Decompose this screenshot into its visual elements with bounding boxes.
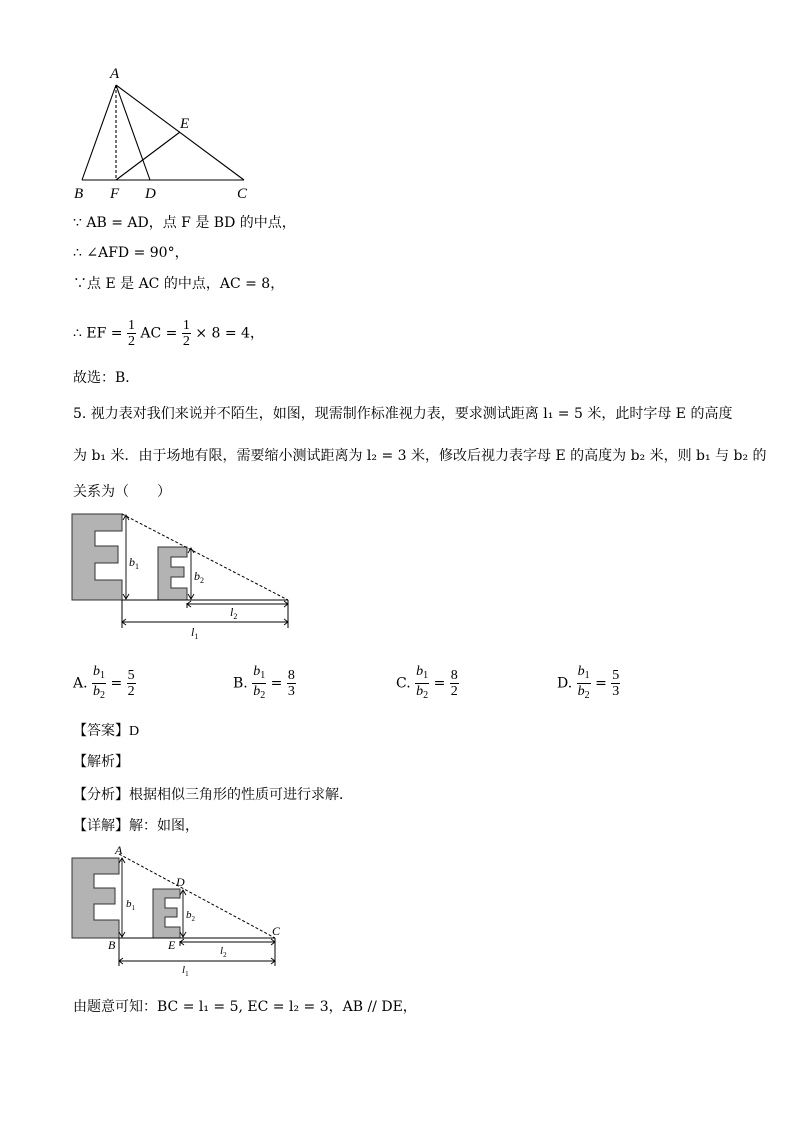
step-line-2: ∴ ∠AFD = 90°， bbox=[73, 245, 189, 261]
label-b2: $b_2$ bbox=[194, 569, 204, 585]
triangle-figure bbox=[70, 62, 260, 202]
option-d[interactable]: D. $\frac{b_1}{b_2}$ = $\frac{5}{3}$ bbox=[557, 664, 620, 701]
step-line-4 bbox=[73, 318, 264, 349]
option-c[interactable]: C. $\frac{b_1}{b_2}$ = $\frac{8}{2}$ bbox=[396, 664, 458, 701]
answer-tag: 答案 bbox=[87, 723, 115, 739]
label-C: C bbox=[237, 186, 248, 202]
xiangjie-line: 【详解】解：如图， bbox=[73, 818, 199, 834]
fenxi-line: 【分析】根据相似三角形的性质可进行求解． bbox=[73, 787, 353, 803]
fig3-b1: $b_1$ bbox=[126, 898, 135, 912]
step-line-3: ∵点 E 是 AC 的中点，AC = 8， bbox=[73, 276, 285, 292]
option-a[interactable]: A. $\frac{b_1}{b_2}$ = $\frac{5}{2}$ bbox=[73, 664, 135, 701]
eye-chart-figure bbox=[70, 510, 300, 648]
fig3-label-E: E bbox=[168, 938, 176, 952]
question-text-2: 为 b₁ 米．由于场地有限，需要缩小测试距离为 l₂ = 3 米，修改后视力表字母 E 的高度为 b₂ 米，则 b₁ 与 b₂ 的 bbox=[73, 448, 767, 464]
answer-value: D bbox=[129, 724, 140, 739]
fig3-label-D: D bbox=[176, 875, 185, 889]
fig3-label-A: A bbox=[115, 843, 123, 857]
l4-mid: AC = bbox=[140, 325, 178, 342]
label-F: F bbox=[110, 186, 120, 202]
l4-end: × 8 = 4， bbox=[195, 325, 264, 342]
labeled-eye-chart-figure bbox=[70, 842, 290, 982]
fig3-label-C: C bbox=[272, 924, 281, 938]
question-text-3: 关系为（ ） bbox=[73, 484, 171, 500]
option-b[interactable]: B. $\frac{b_1}{b_2}$ = $\frac{8}{3}$ bbox=[233, 664, 295, 701]
label-E: E bbox=[180, 116, 190, 132]
label-A: A bbox=[110, 66, 120, 82]
label-l1: $l_1$ bbox=[191, 625, 199, 641]
fig3-l1: $l_1$ bbox=[182, 964, 189, 978]
question-text-1: 5. 视力表对我们来说并不陌生，如图，现需制作标准视力表，要求测试距离 l₁ = 5 米，此时字母 E 的高度 bbox=[73, 406, 733, 422]
fig3-label-B: B bbox=[108, 938, 116, 952]
answer-line: 【答案】D bbox=[73, 723, 140, 739]
label-D: D bbox=[145, 186, 156, 202]
analysis-heading: 【解析】 bbox=[73, 754, 129, 770]
label-l2: $l_2$ bbox=[230, 605, 238, 621]
l4-prefix: ∴ EF = bbox=[73, 325, 123, 342]
label-B: B bbox=[74, 186, 84, 202]
fraction-half-2: $\frac{1}{2}$ bbox=[182, 318, 190, 349]
choice-conclusion: 故选：B． bbox=[73, 370, 140, 386]
label-b1: $b_1$ bbox=[129, 555, 139, 571]
step-line-1: ∵ AB = AD，点 F 是 BD 的中点， bbox=[73, 215, 296, 231]
fig3-l2: $l_2$ bbox=[220, 945, 227, 959]
fig3-b2: $b_2$ bbox=[186, 909, 195, 923]
final-statement: 由题意可知：BC = l₁ = 5, EC = l₂ = 3，AB // DE， bbox=[73, 999, 417, 1015]
fraction-half-1: $\frac{1}{2}$ bbox=[127, 318, 135, 349]
